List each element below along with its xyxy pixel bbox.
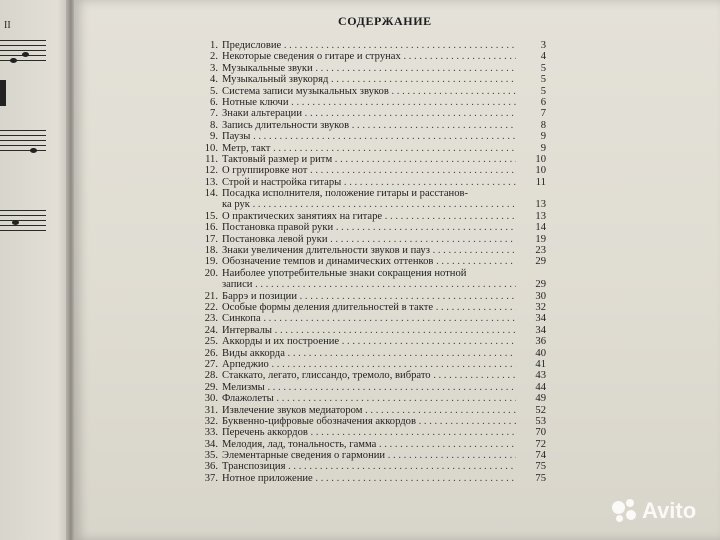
table-of-contents xyxy=(196,40,546,484)
toc-entry-number: 19. xyxy=(204,256,218,268)
toc-entry xyxy=(196,165,546,176)
toc-entry-title: Предисловие . . . xyxy=(222,40,516,51)
toc-entry xyxy=(196,393,546,404)
toc-entry-number: 36. xyxy=(204,461,218,473)
toc-entry-title-continued: записи . . . xyxy=(222,279,516,290)
toc-entry-number: 21. xyxy=(204,290,218,302)
toc-entry-page: 3 xyxy=(540,40,546,51)
toc-entry-page: 10 xyxy=(535,165,546,177)
toc-entry xyxy=(196,359,546,370)
toc-entry-page: 49 xyxy=(535,393,546,405)
toc-entry-page: 34 xyxy=(535,313,546,325)
toc-entry-title: Арпеджио . . . xyxy=(222,359,516,370)
toc-entry-number: 3. xyxy=(210,62,218,74)
toc-entry-title: Метр, такт . . . xyxy=(222,143,516,154)
toc-entry xyxy=(196,416,546,427)
toc-entry-title: Обозначение темпов и динамических оттенков . . . xyxy=(222,256,516,267)
toc-entry xyxy=(196,382,546,393)
toc-entry-page: 72 xyxy=(535,438,546,450)
toc-entry-title: Флажолеты . . . xyxy=(222,393,516,404)
toc-entry-number: 11. xyxy=(205,153,218,165)
toc-entry-page: 43 xyxy=(535,370,546,382)
music-staff xyxy=(0,210,46,235)
toc-entry-page: 5 xyxy=(540,62,546,74)
toc-entry-page: 6 xyxy=(540,96,546,108)
toc-entry-number: 34. xyxy=(204,438,218,450)
toc-entry xyxy=(196,439,546,450)
toc-entry-number: 20. xyxy=(204,267,218,279)
toc-entry-title-continued: ка рук . . . xyxy=(222,199,516,210)
toc-entry-page: 32 xyxy=(535,302,546,314)
toc-entry-number: 35. xyxy=(204,450,218,462)
toc-entry-title: Музыкальные звуки . . . xyxy=(222,63,516,74)
toc-entry xyxy=(196,473,546,484)
toc-entry-title: Паузы . . . xyxy=(222,131,516,142)
toc-entry-title: Нотные ключи . . . xyxy=(222,97,516,108)
toc-entry-title: Баррэ и позиции . . . xyxy=(222,291,516,302)
toc-entry-number: 30. xyxy=(204,393,218,405)
toc-entry xyxy=(196,427,546,438)
toc-entry xyxy=(196,450,546,461)
toc-entry xyxy=(196,108,546,119)
toc-entry xyxy=(196,143,546,154)
toc-entry-page: 7 xyxy=(540,108,546,120)
toc-entry xyxy=(196,325,546,336)
toc-entry xyxy=(196,461,546,472)
toc-entry xyxy=(196,302,546,313)
toc-entry xyxy=(196,291,546,302)
toc-entry-title: Извлечение звуков медиатором . . . xyxy=(222,405,516,416)
toc-entry xyxy=(196,245,546,256)
toc-entry-number: 16. xyxy=(204,222,218,234)
toc-entry-number: 8. xyxy=(210,119,218,131)
toc-entry-number: 18. xyxy=(204,245,218,257)
bar-mark-icon xyxy=(0,80,6,106)
toc-entry-page: 29 xyxy=(535,279,546,291)
toc-entry-number: 10. xyxy=(204,142,218,154)
left-page-mark: II xyxy=(4,20,11,31)
left-page-music-fragment xyxy=(0,0,72,540)
toc-entry-page: 36 xyxy=(535,336,546,348)
toc-entry-page: 34 xyxy=(535,324,546,336)
toc-entry-page: 14 xyxy=(535,222,546,234)
toc-entry xyxy=(196,131,546,142)
toc-entry-page: 19 xyxy=(535,233,546,245)
toc-entry xyxy=(196,97,546,108)
toc-entry-number: 37. xyxy=(204,472,218,484)
toc-entry-number: 14. xyxy=(204,188,218,200)
toc-entry-page: 75 xyxy=(535,461,546,473)
note-head-icon xyxy=(12,220,19,225)
toc-entry-page: 23 xyxy=(535,245,546,257)
toc-entry-number: 33. xyxy=(204,427,218,439)
toc-entry-number: 17. xyxy=(204,233,218,245)
toc-entry-number: 31. xyxy=(204,404,218,416)
toc-entry-number: 32. xyxy=(204,415,218,427)
toc-entry-title: Аккорды и их построение . . . xyxy=(222,336,516,347)
toc-entry-number: 22. xyxy=(204,302,218,314)
toc-entry-title: Особые формы деления длительностей в такте . . . xyxy=(222,302,516,313)
toc-entry-page: 9 xyxy=(540,131,546,143)
toc-entry xyxy=(196,74,546,85)
toc-entry-number: 1. xyxy=(210,40,218,51)
toc-entry-number: 13. xyxy=(204,176,218,188)
toc-entry-page: 4 xyxy=(540,51,546,63)
toc-entry xyxy=(196,222,546,233)
toc-entry-number: 4. xyxy=(210,74,218,86)
toc-entry-title: Нотное приложение . . . xyxy=(222,473,516,484)
toc-entry xyxy=(196,63,546,74)
toc-entry-title: Посадка исполнителя, положение гитары и расстанов- xyxy=(222,188,469,200)
toc-entry-title: Система записи музыкальных звуков . . . xyxy=(222,86,516,97)
toc-entry-title: Буквенно-цифровые обозначения аккордов . . . xyxy=(222,416,516,427)
toc-entry-page: 8 xyxy=(540,119,546,131)
toc-entry-page: 53 xyxy=(535,415,546,427)
toc-entry-page: 29 xyxy=(535,256,546,268)
toc-entry-title: Наиболее употребительные знаки сокращения нотной xyxy=(222,267,467,279)
toc-entry xyxy=(196,336,546,347)
toc-entry xyxy=(196,256,546,267)
toc-entry-number: 24. xyxy=(204,324,218,336)
toc-entry-title: Мелизмы . . . xyxy=(222,382,516,393)
toc-entry xyxy=(196,268,546,291)
toc-entry-page: 5 xyxy=(540,85,546,97)
toc-entry xyxy=(196,313,546,324)
toc-entry-page: 13 xyxy=(535,199,546,211)
page-title: СОДЕРЖАНИЕ xyxy=(338,14,432,28)
toc-entry-page: 10 xyxy=(535,153,546,165)
toc-entry-number: 27. xyxy=(204,358,218,370)
toc-entry-number: 29. xyxy=(204,381,218,393)
toc-entry-title: Перечень аккордов . . . xyxy=(222,427,516,438)
note-head-icon xyxy=(10,58,17,63)
toc-entry-title: Некоторые сведения о гитаре и струнах . . . xyxy=(222,51,516,62)
toc-entry-title: Запись длительности звуков . . . xyxy=(222,120,516,131)
toc-entry-title: Строй и настройка гитары . . . xyxy=(222,177,516,188)
toc-entry-title: О группировке нот . . . xyxy=(222,165,516,176)
toc-entry xyxy=(196,40,546,51)
toc-entry-title: Постановка левой руки . . . xyxy=(222,234,516,245)
toc-entry-page: 74 xyxy=(535,450,546,462)
toc-entry-title: О практических занятиях на гитаре . . . xyxy=(222,211,516,222)
toc-entry-page: 5 xyxy=(540,74,546,86)
toc-entry-title: Знаки увеличения длительности звуков и пауз . . . xyxy=(222,245,516,256)
watermark-text: Avito xyxy=(642,498,697,523)
toc-entry-title: Знаки альтерации . . . xyxy=(222,108,516,119)
toc-entry-number: 9. xyxy=(210,131,218,143)
toc-entry-title: Виды аккорда . . . xyxy=(222,348,516,359)
toc-entry-page: 70 xyxy=(535,427,546,439)
toc-entry-page: 9 xyxy=(540,142,546,154)
toc-entry-title: Синкопа . . . xyxy=(222,313,516,324)
toc-entry-page: 30 xyxy=(535,290,546,302)
toc-entry xyxy=(196,86,546,97)
toc-entry-number: 25. xyxy=(204,336,218,348)
toc-entry-number: 5. xyxy=(210,85,218,97)
toc-entry xyxy=(196,120,546,131)
toc-entry xyxy=(196,370,546,381)
toc-entry-number: 7. xyxy=(210,108,218,120)
toc-entry-page: 41 xyxy=(535,358,546,370)
note-head-icon xyxy=(30,148,37,153)
toc-entry-title: Постановка правой руки . . . xyxy=(222,222,516,233)
toc-entry-number: 23. xyxy=(204,313,218,325)
toc-entry-title: Элементарные сведения о гармонии . . . xyxy=(222,450,516,461)
toc-entry xyxy=(196,405,546,416)
avito-watermark xyxy=(612,498,696,524)
toc-entry-page: 13 xyxy=(535,210,546,222)
toc-entry xyxy=(196,177,546,188)
toc-entry-title: Музыкальный звукоряд . . . xyxy=(222,74,516,85)
toc-entry-title: Мелодия, лад, тональность, гамма . . . xyxy=(222,439,516,450)
toc-entry-title: Стаккато, легато, глиссандо, тремоло, вибрато . . . xyxy=(222,370,516,381)
toc-entry-page: 11 xyxy=(535,176,546,188)
toc-entry-page: 40 xyxy=(535,347,546,359)
note-head-icon xyxy=(22,52,29,57)
toc-entry xyxy=(196,51,546,62)
toc-entry xyxy=(196,348,546,359)
toc-entry-title: Тактовый размер и ритм . . . xyxy=(222,154,516,165)
avito-logo-icon xyxy=(612,499,636,523)
toc-entry xyxy=(196,188,546,211)
toc-entry-title: Интервалы . . . xyxy=(222,325,516,336)
toc-entry-number: 15. xyxy=(204,210,218,222)
toc-entry-number: 6. xyxy=(210,96,218,108)
toc-entry-title: Транспозиция . . . xyxy=(222,461,516,472)
music-staff xyxy=(0,130,46,155)
toc-entry-page: 44 xyxy=(535,381,546,393)
toc-entry xyxy=(196,211,546,222)
toc-entry-number: 2. xyxy=(210,51,218,63)
toc-entry-page: 52 xyxy=(535,404,546,416)
toc-entry-number: 26. xyxy=(204,347,218,359)
toc-entry xyxy=(196,234,546,245)
toc-entry-number: 12. xyxy=(204,165,218,177)
toc-entry-number: 28. xyxy=(204,370,218,382)
toc-entry xyxy=(196,154,546,165)
toc-entry-page: 75 xyxy=(535,472,546,484)
